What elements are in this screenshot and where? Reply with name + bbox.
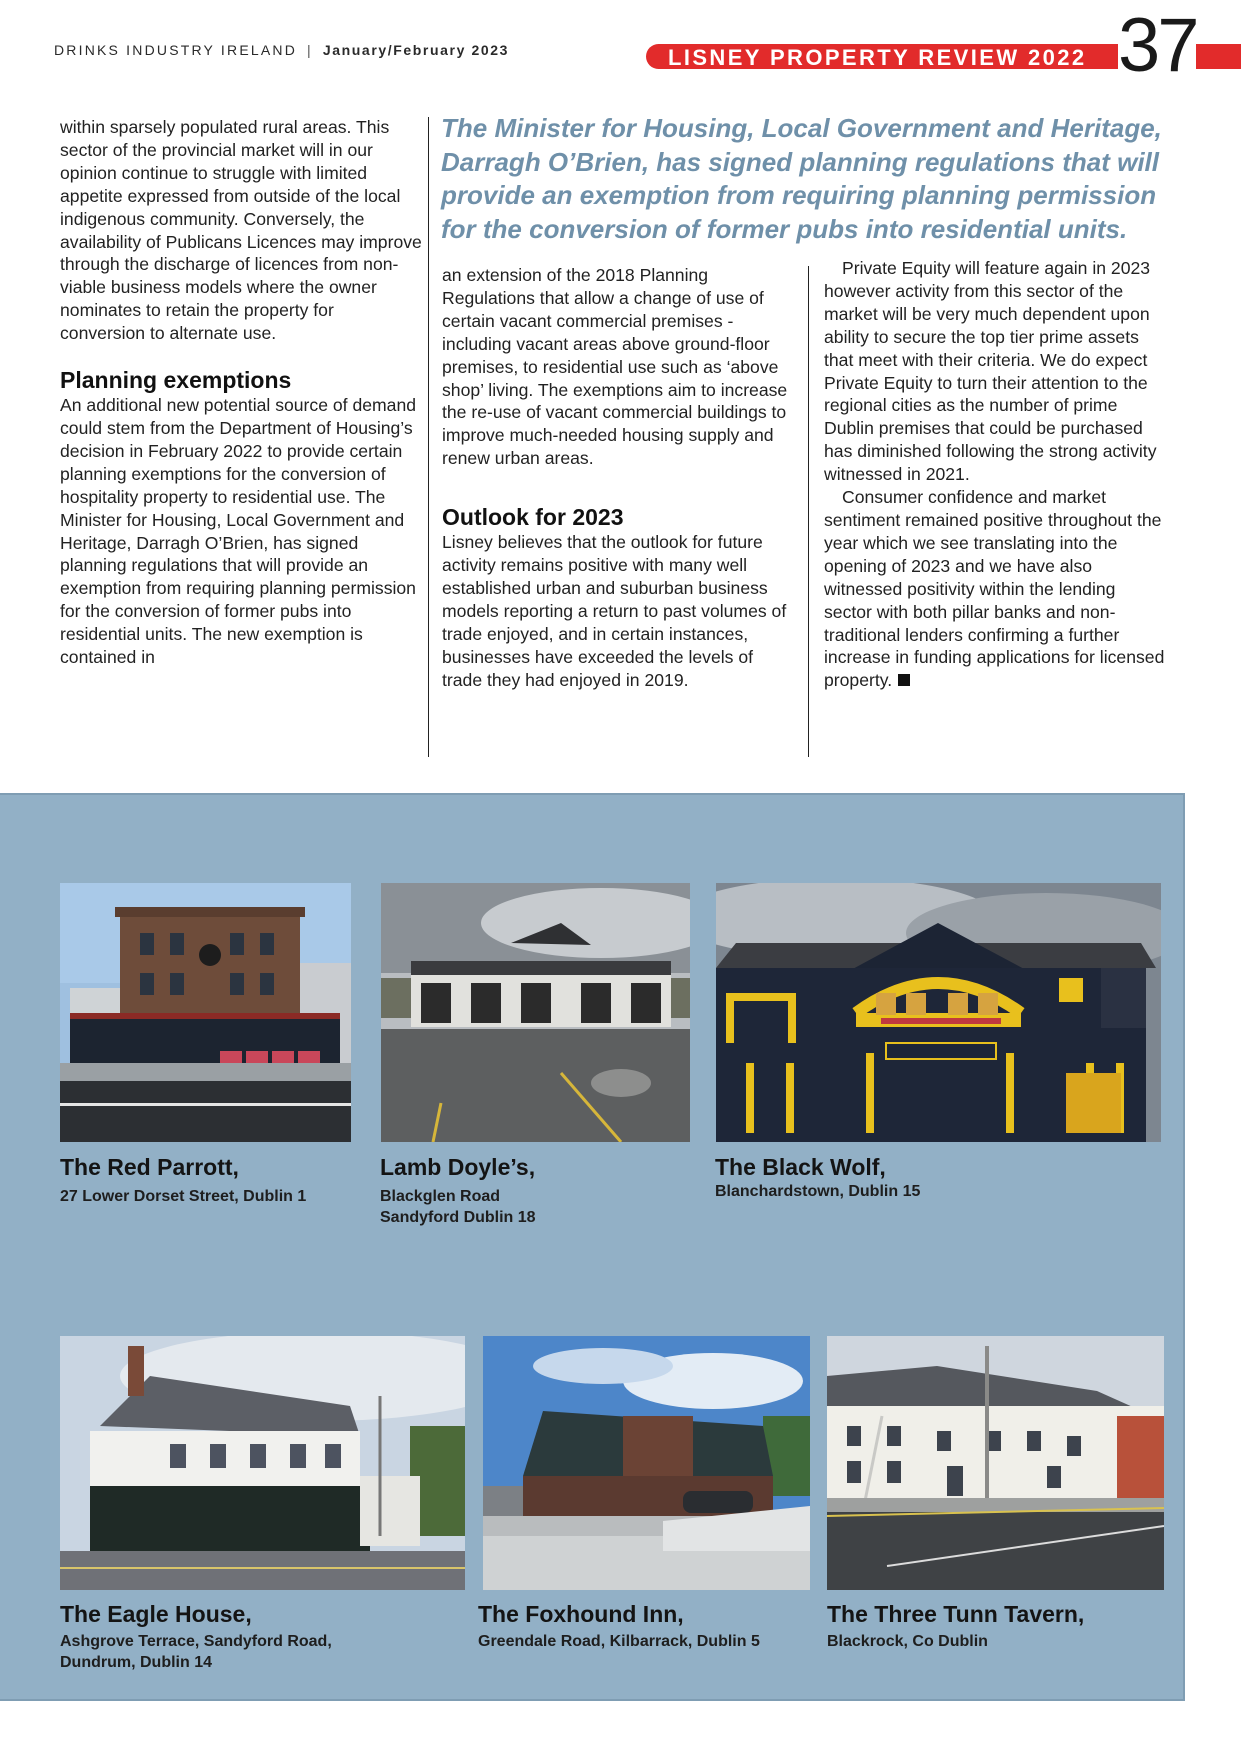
corner-pub-photo (60, 1336, 465, 1590)
column-middle-body-2: Lisney believes that the outlook for future activity remains positive with many well established urban and suburban business models reporting a return to past volumes of trade enjoyed, and in certain instances, businesses have exceeded the levels of trade they had enjoyed in 2019. (442, 532, 787, 690)
column-left (60, 116, 422, 669)
heading-planning-exemptions: Planning exemptions (60, 367, 292, 394)
column-right (824, 257, 1166, 692)
property-name: The Three Tunn Tavern, (827, 1601, 1085, 1627)
masthead (54, 42, 509, 58)
column-middle (442, 264, 788, 692)
property-caption-5 (478, 1600, 818, 1652)
red-brick-pub-photo (60, 883, 351, 1142)
page-number: 37 (1118, 3, 1197, 88)
property-address: 27 Lower Dorset Street, Dublin 1 (60, 1188, 307, 1205)
column-right-p2-text: Consumer confidence and market sentiment remained positive throughout the year which we see translating into the opening of 2023 and we have also witnessed positivity within the lending sector with both pillar banks and non-traditional lenders confirming a further increase in funding applications for licensed property. (824, 487, 1165, 691)
property-caption-3 (715, 1153, 1115, 1202)
issue-date: January/February 2023 (322, 42, 509, 58)
black-yellow-pub-photo (716, 883, 1161, 1142)
property-name: The Foxhound Inn, (478, 1601, 684, 1627)
column-right-p2 (824, 486, 1166, 692)
pull-quote: The Minister for Housing, Local Government and Heritage, Darragh O’Brien, has signed planning regulations that will provide an exemption from requiring planning permission for the conversion of former pubs into residential units. (441, 113, 1162, 244)
property-name: Lamb Doyle’s, (380, 1154, 536, 1180)
property-address: Ashgrove Terrace, Sandyford Road, (60, 1633, 332, 1650)
masthead-separator: | (307, 42, 313, 58)
property-name: The Eagle House, (60, 1601, 252, 1627)
column-left-body: An additional new potential source of demand could stem from the Department of Housing’s decision in February 2022 to provide certain planning exemptions for the conversion of hospitality property to residential use. The Minister for Housing, Local Government and Heritage, Darragh O’Brien, has signed planning regulations that will provide an exemption from requiring planning permission for the conversion of former pubs into residential units. The new exemption is contained in (60, 395, 417, 668)
heading-outlook-2023: Outlook for 2023 (442, 504, 624, 531)
property-address: Blanchardstown, Dublin 15 (715, 1183, 921, 1200)
property-address-line-2: Sandyford Dublin 18 (380, 1209, 536, 1226)
publication-name: DRINKS INDUSTRY IRELAND (54, 42, 298, 58)
section-title: LISNEY PROPERTY REVIEW 2022 (668, 45, 1087, 70)
property-caption-4 (60, 1600, 460, 1673)
column-right-p1: Private Equity will feature again in 2023 however activity from this sector of the market will be very much dependent upon ability to secure the top tier prime assets that meet with their criteria. We do expect Private Equity to turn their attention to the regional cities as the number of prime Dublin premises that could be purchased has diminished following the strong activity witnessed in 2021. (824, 258, 1157, 485)
property-caption-1 (60, 1153, 350, 1207)
car-park-pub-photo (381, 883, 690, 1142)
column-divider-right (808, 266, 809, 757)
property-caption-6 (827, 1600, 1167, 1652)
property-gallery (0, 793, 1185, 1701)
property-address: Greendale Road, Kilbarrack, Dublin 5 (478, 1633, 760, 1650)
property-name: The Red Parrott, (60, 1154, 239, 1180)
property-name: The Black Wolf, (715, 1154, 886, 1180)
property-address: Blackrock, Co Dublin (827, 1633, 988, 1650)
white-terrace-pub-photo (827, 1336, 1164, 1590)
column-left-intro: within sparsely populated rural areas. This sector of the provincial market will in our opinion continue to struggle with limited appetite expressed from outside of the local indigenous community. Conversely, the availability of Publicans Licences may improve through the discharge of licences from non-viable business models where the owner nominates to retain the property for conversion to alternate use. (60, 117, 422, 344)
property-address-line-2: Dundrum, Dublin 14 (60, 1654, 212, 1671)
column-divider-left (428, 117, 429, 757)
brown-roof-inn-photo (483, 1336, 810, 1590)
property-address: Blackglen Road (380, 1188, 501, 1205)
end-of-article-icon (898, 674, 910, 686)
property-caption-2 (380, 1153, 680, 1228)
column-middle-body: an extension of the 2018 Planning Regulations that allow a change of use of certain vacant commercial premises - including vacant areas above ground-floor premises, to residential use such as ‘above shop’ living. The exemptions aim to increase the re-use of vacant commercial buildings to improve much-needed housing supply and renew urban areas. (442, 265, 788, 469)
